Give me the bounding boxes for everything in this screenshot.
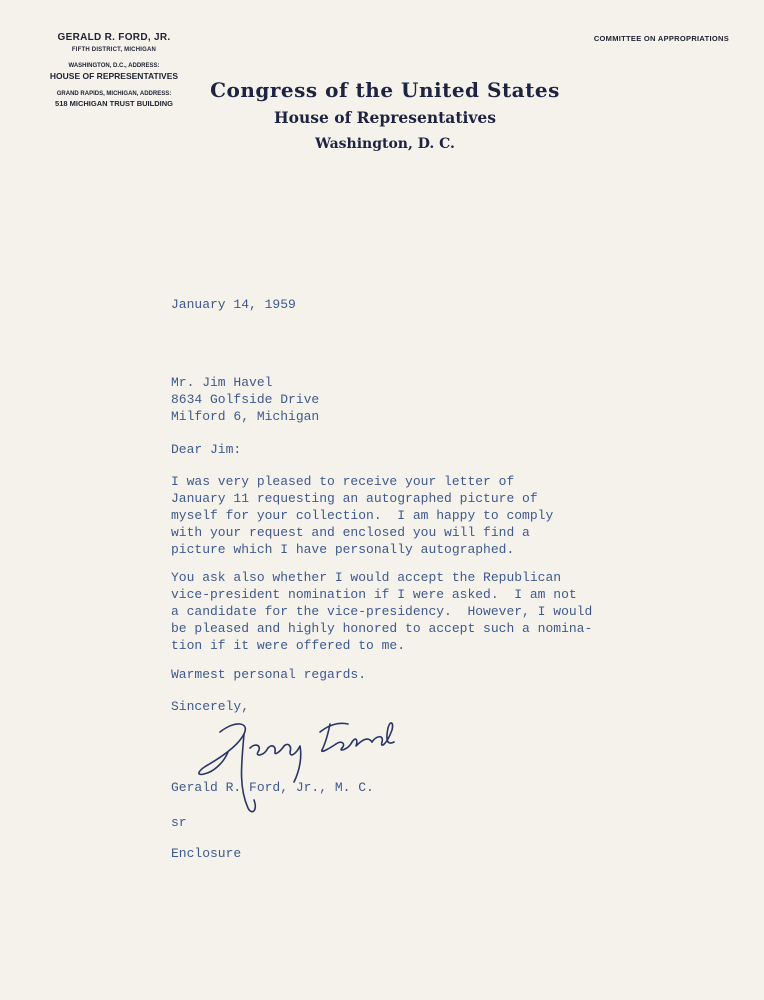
complimentary-close: Sincerely, <box>171 699 250 714</box>
recipient-line: Milford 6, Michigan <box>171 409 320 424</box>
letterhead-member-block <box>34 32 194 108</box>
member-district: FIFTH DISTRICT, MICHIGAN <box>71 47 157 53</box>
paragraph-line: picture which I have personally autographed. <box>171 542 515 557</box>
recipient-line: 8634 Golfside Drive <box>171 392 320 407</box>
committee-label: COMMITTEE ON APPROPRIATIONS <box>593 34 729 43</box>
paragraph-line: with your request and enclosed you will find a <box>171 525 530 540</box>
closing-regards: Warmest personal regards. <box>171 667 367 682</box>
gr-address-label: GRAND RAPIDS, MICHIGAN, ADDRESS: <box>56 91 172 97</box>
paragraph-line: tion if it were offered to me. <box>171 638 406 653</box>
paragraph-line: You ask also whether I would accept the Republican <box>171 570 562 585</box>
enclosure-note: Enclosure <box>171 846 242 861</box>
typist-initials: sr <box>171 815 187 830</box>
letterhead-house: House of Representatives <box>274 108 496 127</box>
signature-block: Gerald R. Ford, Jr., M. C. <box>171 780 374 795</box>
recipient-line: Mr. Jim Havel <box>171 375 273 390</box>
letterhead-congress: Congress of the United States <box>210 78 560 102</box>
paragraph-2 <box>171 569 592 654</box>
dc-address: HOUSE OF REPRESENTATIVES <box>49 71 179 81</box>
salutation: Dear Jim: <box>171 442 242 457</box>
gr-address: 518 MICHIGAN TRUST BUILDING <box>55 99 173 108</box>
paragraph-line: January 11 requesting an autographed picture of <box>171 491 538 506</box>
recipient-address <box>171 374 319 425</box>
paragraph-line: vice-president nomination if I were asked. I am not <box>171 587 577 602</box>
paragraph-line: myself for your collection. I am happy to comply <box>171 508 554 523</box>
letter-date: January 14, 1959 <box>171 297 296 312</box>
member-name: GERALD R. FORD, JR. <box>57 32 171 43</box>
handwritten-signature <box>180 690 410 820</box>
paragraph-line: a candidate for the vice-presidency. However, I would <box>171 604 593 619</box>
letterhead-washington: Washington, D. C. <box>315 136 455 152</box>
paragraph-line: be pleased and highly honored to accept such a nomina- <box>171 621 593 636</box>
paragraph-line: I was very pleased to receive your letter of <box>171 474 515 489</box>
paragraph-1 <box>171 473 553 558</box>
dc-address-label: WASHINGTON, D.C., ADDRESS: <box>68 63 160 69</box>
